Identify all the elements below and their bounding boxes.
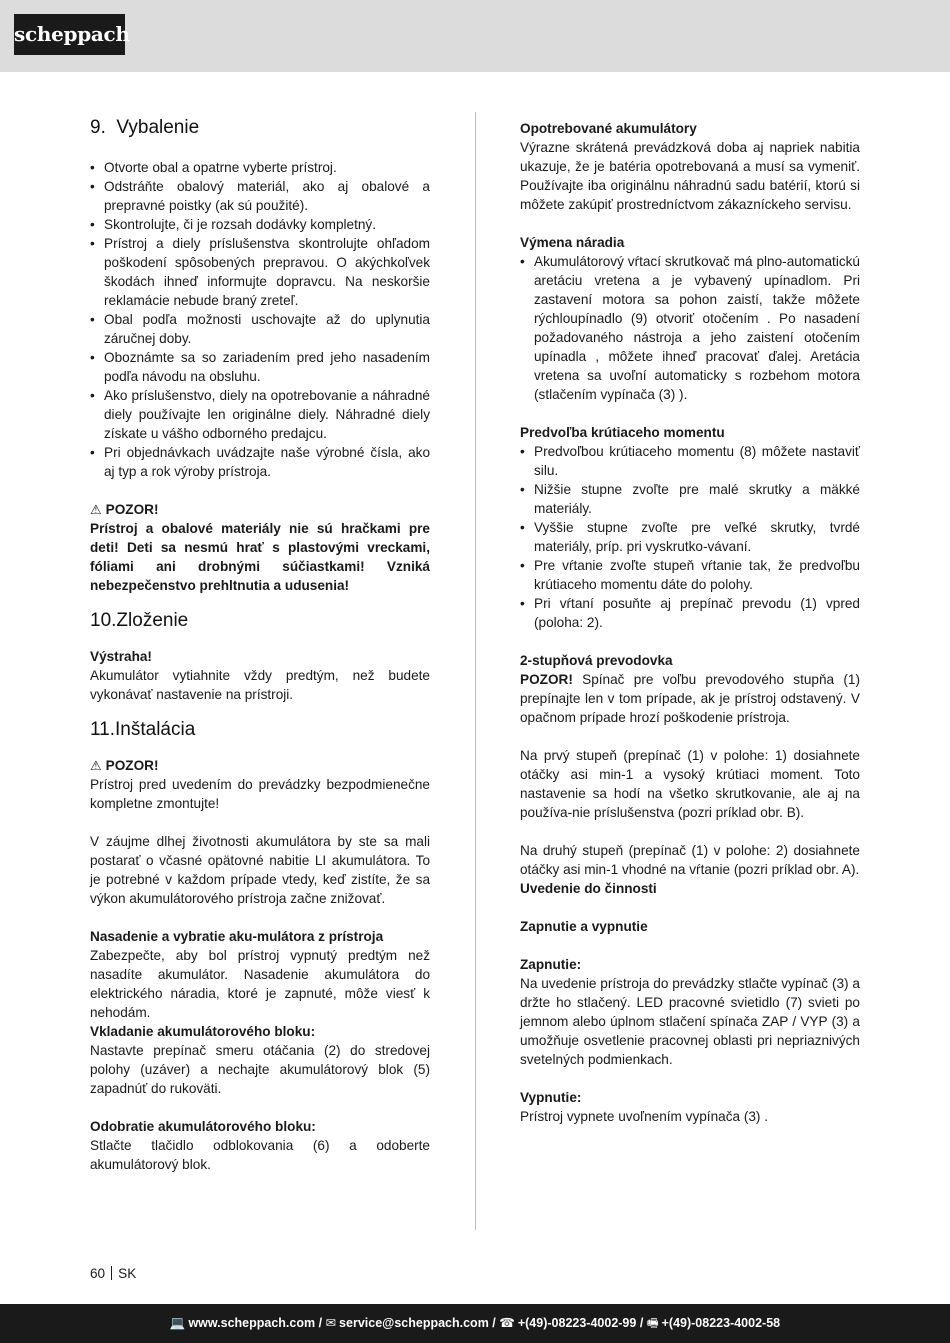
warning-heading: ⚠ POZOR!: [90, 758, 159, 773]
section-number: 9.: [90, 117, 106, 138]
paragraph: POZOR! Spínač pre voľbu prevodového stupňa (1) prepínajte len v tom prípade, ak je prístroj odstavený. V opačnom prípade hrozí poškodenie prístroja.: [520, 672, 860, 725]
paragraph: Akumulátor vytiahnite vždy predtým, než budete vykonávať nastavenie na prístroji.: [90, 668, 430, 702]
section-title: Inštalácia: [115, 719, 196, 740]
list-item: • Pri objednávkach uvádzajte naše výrobné čísla, ako aj typ a rok výroby prístroja.: [90, 443, 430, 481]
phone-number: +(49)-08223-4002-99: [517, 1316, 637, 1330]
tool-change-list: [520, 252, 860, 404]
subheading: 2-stupňová prevodovka: [520, 653, 673, 668]
section-number: 11.: [90, 719, 116, 740]
paragraph: Na uvedenie prístroja do prevádzky stlačte vypínač (3) a držte ho stlačený. LED pracovné svietidlo (7) svieti po jemnom alebo úplnom stlačení spínača ZAP / VYP (3) a umožňuje osvetlenie pracovnej oblasti pri nepriaznivých svetelných podmienkach.: [520, 976, 860, 1067]
subheading: Opotrebované akumulátory: [520, 121, 697, 136]
warning-triangle-icon: ⚠: [90, 502, 102, 517]
header-band: [0, 0, 950, 72]
section-title: Vybalenie: [116, 117, 200, 138]
section-number: 10.: [90, 610, 117, 631]
fax-number: +(49)-08223-4002-58: [661, 1316, 781, 1330]
paragraph: V záujme dlhej životnosti akumulátora by ste sa mali postarať o včasné opätovné nabitie LI akumulátora. To je potrebné v každom prípade vtedy, keď zistíte, že sa výkon akumulátorového prístroja začne znižovať.: [90, 834, 430, 906]
footer-band: 💻 www.scheppach.com / ✉ service@scheppach.com / ☎ +(49)-08223-4002-99 / 🖷 +(49)-08223-4002-58: [0, 1304, 950, 1343]
fax-icon: 🖷: [646, 1316, 659, 1330]
list-item: • Odstráňte obalový materiál, ako aj obalové a prepravné poistky (ak sú použité).: [90, 177, 430, 215]
subheading: Predvoľba krútiaceho momentu: [520, 425, 725, 440]
list-item: • Skontrolujte, či je rozsah dodávky kompletný.: [90, 215, 430, 234]
mail-icon: ✉: [325, 1316, 337, 1330]
subheading: Vkladanie akumulátorového bloku:: [90, 1024, 316, 1039]
list-item: • Akumulátorový vŕtací skrutkovač má plno-automatickú aretáciu vretena a je vybavený upínadlom. Pri zastavení motora sa pohon zaistí, takže môžete rýchloupínadlo (9) otvoriť otočením . Po nasadení požadovaného nástroja a jeho zaistení otočením upínadla , môžete ihneď pracovať ďalej. Aretácia vretena sa uvoľní automaticky s rozbehom motora (stlačením vypínača (3) ).: [520, 252, 860, 404]
list-item: • Pri vŕtaní posuňte aj prepínač prevodu (1) vpred (poloha: 2).: [520, 594, 860, 632]
warning-label: Výstraha!: [90, 649, 152, 664]
list-item: • Vyššie stupne zvoľte pre veľké skrutky, tvrdé materiály, príp. pri vyskrutko-vávaní.: [520, 518, 860, 556]
computer-icon: 💻: [169, 1316, 186, 1330]
section-11-heading: [90, 718, 430, 742]
right-column: [520, 119, 860, 1126]
warning-triangle-icon: ⚠: [90, 758, 102, 773]
subheading: Zapnutie a vypnutie: [520, 919, 648, 934]
subheading: Nasadenie a vybratie aku-mulátora z prístroja: [90, 929, 384, 944]
paragraph: Prístroj pred uvedením do prevádzky bezpodmienečne kompletne zmontujte!: [90, 777, 430, 811]
list-item: • Obal podľa možnosti uschovajte až do uplynutia záručnej doby.: [90, 310, 430, 348]
subheading: Odobratie akumulátorového bloku:: [90, 1119, 316, 1134]
section-title: Zloženie: [116, 610, 189, 631]
list-item: • Predvoľbou krútiaceho momentu (8) môžete nastaviť silu.: [520, 442, 860, 480]
section-10-heading: [90, 609, 430, 633]
phone-icon: ☎: [499, 1316, 515, 1330]
paragraph: Zabezpečte, aby bol prístroj vypnutý predtým než nasadíte akumulátor. Nasadenie akumulátora do elektrického náradia, ktoré je zapnuté, môže viesť k nehodám.: [90, 948, 430, 1020]
paragraph: Prístroj vypnete uvoľnením vypínača (3) .: [520, 1109, 769, 1124]
subheading: Uvedenie do činnosti: [520, 881, 657, 896]
list-item: • Pre vŕtanie zvoľte stupeň vŕtanie tak, že predvoľbu krútiaceho momentu dáte do polohy.: [520, 556, 860, 594]
list-item: • Ako príslušenstvo, diely na opotrebovanie a náhradné diely používajte len originálne diely. Náhradné diely získate u vášho odborného predajcu.: [90, 386, 430, 443]
subheading: Vypnutie:: [520, 1090, 582, 1105]
page-number: 60 SK: [90, 1266, 137, 1281]
unpacking-list: [90, 158, 430, 481]
list-item: • Oboznámte sa so zariadením pred jeho nasadením podľa návodu na obsluhu.: [90, 348, 430, 386]
pozor-label: POZOR!: [520, 672, 573, 687]
paragraph: Na prvý stupeň (prepínač (1) v polohe: 1) dosiahnete otáčky asi min-1 a vysoký krútiaci moment. Toto nastavenie sa hodí na všetko skrutkovanie, ale aj na používa-nie príslušenstva (pozri príklad obr. B).: [520, 748, 860, 820]
list-item: • Otvorte obal a opatrne vyberte prístroj.: [90, 158, 430, 177]
paragraph: Na druhý stupeň (prepínač (1) v polohe: 2) dosiahnete otáčky asi min-1 vhodné na vŕtanie (pozri príklad obr. A).: [520, 843, 860, 877]
scheppach-logo: scheppach: [14, 14, 125, 55]
list-item: • Prístroj a diely príslušenstva skontrolujte ohľadom poškodení spôsobených prepravou. O akýchkoľvek škodách ihneď informujte dopravcu. Na neskoršie reklamácie nebude braný zreteľ.: [90, 234, 430, 310]
subheading: Výmena náradia: [520, 235, 625, 250]
list-item: • Nižšie stupne zvoľte pre malé skrutky a mäkké materiály.: [520, 480, 860, 518]
torque-list: [520, 442, 860, 632]
warning-heading: ⚠ POZOR!: [90, 502, 159, 517]
language-code: SK: [118, 1266, 137, 1281]
paragraph: Stlačte tlačidlo odblokovania (6) a odoberte akumulátorový blok.: [90, 1138, 430, 1172]
column-divider: [475, 112, 476, 1230]
paragraph: Výrazne skrátená prevádzková doba aj napriek nabitia ukazuje, že je batéria opotrebovaná a musí sa vymeniť. Používajte iba originálnu náhradnú sadu batérií, ktorú si môžete zakúpiť prostredníctvom zákazníckeho servisu.: [520, 140, 860, 212]
left-column: [90, 116, 430, 1174]
section-9-heading: [90, 116, 430, 140]
paragraph: Nastavte prepínač smeru otáčania (2) do stredovej polohy (uzáver) a nechajte akumulátorový blok (5) zapadnúť do rukoväti.: [90, 1043, 430, 1096]
subheading: Zapnutie:: [520, 957, 582, 972]
website-link[interactable]: www.scheppach.com: [188, 1316, 316, 1330]
warning-text: Prístroj a obalové materiály nie sú hračkami pre deti! Deti sa nesmú hrať s plastovými vreckami, fóliami ani drobnými súčiastkami! Vzniká nebezpečenstvo prehltnutia a udusenia!: [90, 521, 430, 593]
email-link[interactable]: service@scheppach.com: [339, 1316, 489, 1330]
